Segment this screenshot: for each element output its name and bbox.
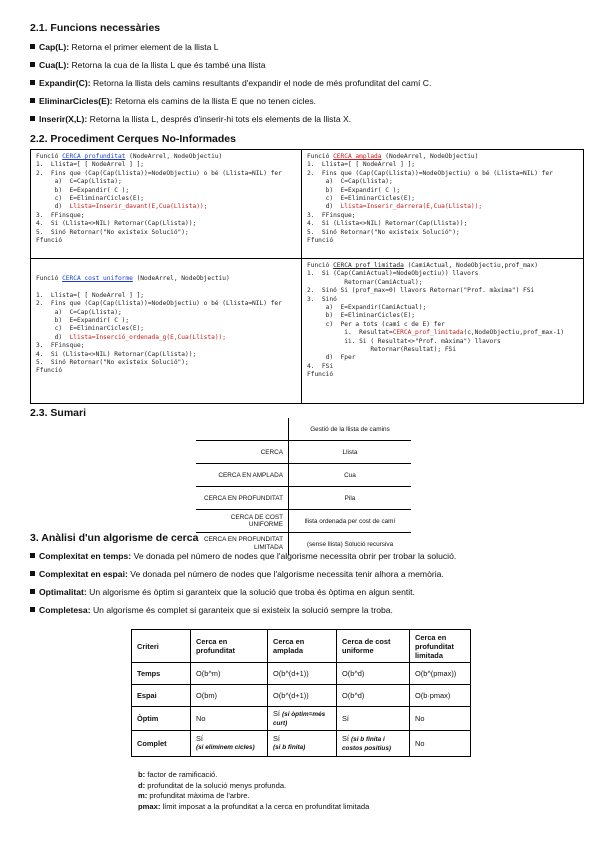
summary-row-value: llista ordenada per cost de camí [289, 510, 412, 533]
cell: Sí (si eliminem cicles) [191, 731, 268, 757]
cell: O(b^d) [337, 663, 410, 685]
summary-row-name: CERCA EN PROFUNDITAT LIMITADA [204, 536, 283, 551]
cell: O(b^(pmax)) [410, 663, 471, 685]
table-row [132, 663, 471, 685]
list-item: Cap(L): Retorna el primer element de la llista L [30, 42, 219, 52]
list-item: EliminarCicles(E): Retorna els camins de la llista E que no tenen cicles. [30, 96, 316, 106]
code-cost-uniforme: Funció CERCA_cost_uniforme (NodeArrel, NodeObjectiu) 1. Llista=[ [ NodeArrel ] ]; 2. Fins que (Cap(Cap(Llista))=NodeObjectiu) o bé (Llista=NIL) fer a) C=Cap(Llista); b) E=Expandir( C ); c) E=EliminarCicles(E); d) Llista=Inserció_ordenada_g(E,Cua(Llista)); 3. FFinsque; 4. Si (Llista<>NIL) Retornar(Cap(Llista)); 5. Sinó Retornar("No existeix Solució"); Ffunció [36, 275, 282, 375]
code-amplada: Funció CERCA_amplada (NodeArrel, NodeObjectiu) 1. Llista=[ [ NodeArrel ] ]; 2. Fins que (Cap(Cap(Llista))=NodeObjectiu) o bé (Llista=NIL) fer a) C=Cap(Llista); b) E=Expandir( C ); c) E=EliminarCicles(E); d) Llista=Inserir_darrera(E,Cua(Llista)); 3. FFinsque; 4. Si (Llista<>NIL) Retornar(Cap(Llista)); 5. Sinó Retornar("No existeix Solució"); Ffunció [307, 153, 553, 245]
summary-row-name: CERCA EN PROFUNDITAT [204, 494, 283, 502]
summary-row-value: Llista [289, 441, 412, 464]
cell: No [410, 707, 471, 731]
cell: O(b^(d+1)) [268, 663, 337, 685]
table-header: Cerca de cost uniforme [337, 630, 410, 663]
list-item: Inserir(X,L): Retorna la llista L, després d'inserir-hi tots els elements de la llista X. [30, 114, 351, 124]
code-prof-limitada: Funció CERCA_prof_limitada (CamiActual, NodeObjectiu,prof_max) 1. Si (Cap(CamiActual)=NodeObjectiu)) llavors Retornar(CamiActual); 2. Sinó Si (prof_max=0) llavors Retornar("Prof. màxima") FSi 3. Sinó a) E=Expandir(CamiActual); b) E=EliminarCicles(E); c) Per a tots (camí c de E) fer i. Resultat=CERCA_prof_limitada(c,NodeObjectiu,prof_max-1) ii. Si ( Resultat<>"Prof. màxima") llavors Retornar(Resultat); FSi d) Fper 4. FSi Ffunció [307, 262, 565, 379]
table-row [132, 685, 471, 707]
table-row [132, 707, 471, 731]
list-item: Cua(L): Retorna la cua de la llista L que és també una llista [30, 60, 266, 70]
cell: No [191, 707, 268, 731]
legend-item: m: profunditat màxima de l'arbre. [138, 791, 250, 800]
row-criteri: Espai [132, 685, 191, 707]
summary-row-name: CERCA DE COST UNIFORME [230, 514, 283, 528]
list-item: Completesa: Un algorisme és complet si garanteix que si existeix la solució sempre la troba. [30, 605, 393, 615]
table-header: Cerca en amplada [268, 630, 337, 663]
legend-item: d: profunditat de la solució menys profunda. [138, 780, 287, 790]
cell: Sí (si b finita) [268, 731, 337, 757]
cell: Sí (si òptim=més curt) [268, 707, 337, 731]
table-header: Cerca en profunditat [191, 630, 268, 663]
comparison-table [131, 629, 471, 757]
cell: Sí (si b finita i costos positius) [337, 731, 410, 757]
summary-header: Gestió de la llista de camins [289, 418, 412, 441]
code-grid [30, 149, 584, 404]
list-item: Expandir(C): Retorna la llista dels camins resultants d'expandir el node de més profunditat del camí C. [30, 78, 431, 88]
cell: O(b^m) [191, 663, 268, 685]
cell: No [410, 731, 471, 757]
section-title-procediment: 2.2. Procediment Cerques No-Informades [30, 133, 236, 145]
cell: Sí [337, 707, 410, 731]
code-profunditat: Funció CERCA_profunditat (NodeArrel, NodeObjectiu) 1. Llista=[ [ NodeArrel ] ]; 2. Fins que (Cap(Cap(Llista))=NodeObjectiu) o bé (Llista=NIL) fer a) C=Cap(Llista); b) E=Expandir( C ); c) E=EliminarCicles(E); d) Llista=Inserir_davant(E,Cua(Llista)); 3. FFinsque; 4. Si (Llista<>NIL) Retornar(Cap(Llista)); 5. Sinó Retornar("No existeix Solució"); Ffunció [36, 153, 282, 245]
legend-item: b: factor de ramificació. [138, 770, 218, 779]
summary-row-value: Cua [289, 464, 412, 487]
cell: O(b^d) [337, 685, 410, 707]
list-item: Optimalitat: Un algorisme és òptim si garanteix que la solució que troba és òptima en algun sentit. [30, 587, 415, 597]
row-criteri: Òptim [132, 707, 191, 731]
legend [138, 770, 369, 812]
cell: O(b·pmax) [410, 685, 471, 707]
list-item: Complexitat en espai: Ve donada pel número de nodes que l'algorisme necessita tenir alhora a memòria. [30, 569, 444, 579]
section-title-analisi: 3. Anàlisi d'un algorisme de cerca [30, 532, 199, 544]
summary-row-value: (sense llista) Solució recursiva [289, 533, 412, 556]
legend-item: pmax: límit imposat a la profunditat a la cerca en profunditat limitada [138, 801, 370, 811]
cell: O(bm) [191, 685, 268, 707]
summary-row-value: Pila [289, 487, 412, 510]
table-header: Cerca en profunditat limitada [410, 630, 471, 663]
section-title-sumari: 2.3. Sumari [30, 407, 87, 419]
summary-table [196, 418, 411, 555]
summary-row-name: CERCA [260, 448, 283, 456]
list-item: Complexitat en temps: Ve donada pel número de nodes que l'algorisme necessita obrir per trobar la solució. [30, 551, 456, 561]
section-title-funcions: 2.1. Funcions necessàries [30, 22, 161, 34]
table-row [132, 731, 471, 757]
summary-row-name: CERCA EN AMPLADA [218, 471, 283, 479]
row-criteri: Complet [132, 731, 191, 757]
cell: O(b^(d+1)) [268, 685, 337, 707]
row-criteri: Temps [132, 663, 191, 685]
table-header: Criteri [132, 630, 191, 663]
